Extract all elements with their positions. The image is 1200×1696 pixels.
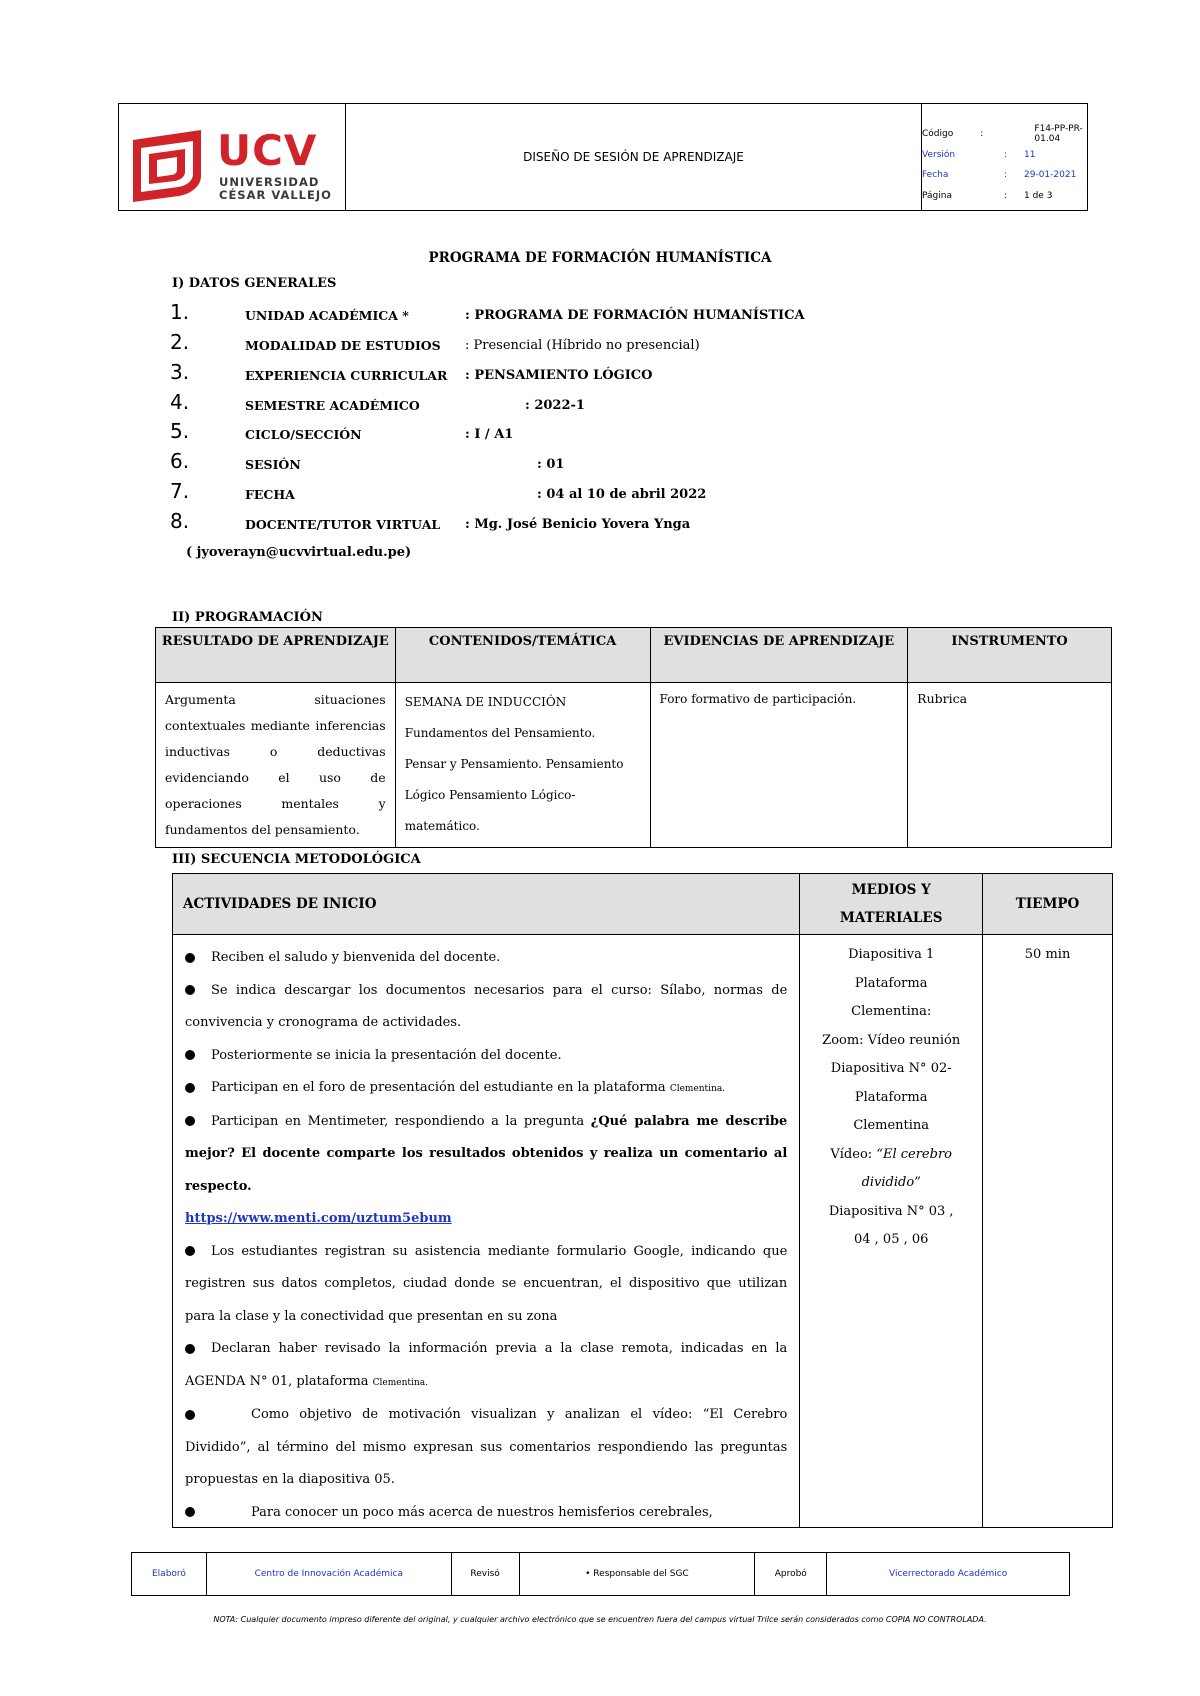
table-header-row [173,874,1113,935]
footer-reviso-label: Revisó [451,1553,519,1596]
meta-pagina: Página : 1 de 3 [922,190,1053,201]
mentimeter-link[interactable]: https://www.menti.com/uztum5ebum [185,1211,452,1226]
list-item: Para conocer un poco más acerca de nuestros hemisferios cerebrales, [185,1497,787,1527]
approval-footer [131,1552,1070,1596]
bullet-icon [185,1507,195,1517]
footer-reviso-value: • Responsable del SGC [519,1553,755,1596]
column-header: MEDIOS Y MATERIALES [800,874,983,935]
table-header-row [156,628,1112,683]
list-item: Participan en el foro de presentación del estudiante en la plataforma Clementina. [185,1072,787,1106]
document-meta [922,124,1087,206]
general-row: 7. FECHA : 04 al 10 de abril 2022 [170,479,707,503]
instrumento-cell: Rubrica [908,683,1112,848]
column-header: CONTENIDOS/TEMÁTICA [395,628,650,683]
bullet-icon [185,1410,195,1420]
footer-aprobo-label: Aprobó [755,1553,827,1596]
bullet-icon [185,1116,195,1126]
bullet-icon [185,985,195,995]
column-header: INSTRUMENTO [908,628,1112,683]
list-item: Participan en Mentimeter, respondiendo a la pregunta ¿Qué palabra me describe mejor? El docente comparte los resultados obtenidos y realiza un comentario al respecto. [185,1113,788,1194]
footer-note: NOTA: Cualquier documento impreso diferente del original, y cualquier archivo electrónico que se encuentren fuera del campus virtual Trilce serán considerados como COPIA NO CONTROLADA. [213,1615,987,1624]
table-row [156,683,1112,848]
list-item: Posteriormente se inicia la presentación del docente. [185,1040,787,1073]
general-row: 6. SESIÓN : 01 [170,449,565,473]
general-row: 1. UNIDAD ACADÉMICA * : PROGRAMA DE FORMACIÓN HUMANÍSTICA [170,300,805,324]
tiempo-cell: 50 min [983,935,1113,1528]
bullet-icon [185,1246,195,1256]
footer-elaboro-label: Elaboró [132,1553,207,1596]
meta-fecha: Fecha : 29-01-2021 [922,170,1077,181]
program-title: PROGRAMA DE FORMACIÓN HUMANÍSTICA [428,250,772,266]
evidencias-cell: Foro formativo de participación. [650,683,908,848]
general-row: 4. SEMESTRE ACADÉMICO : 2022-1 [170,390,585,414]
column-header: RESULTADO DE APRENDIZAJE [156,628,396,683]
column-header: TIEMPO [983,874,1113,935]
contenidos-cell: SEMANA DE INDUCCIÓN Fundamentos del Pensamiento. Pensar y Pensamiento. Pensamiento Lógico Pensamiento Lógico- matemático. [395,683,650,848]
actividades-cell [173,935,800,1528]
table-row [173,935,1113,1528]
general-row: 2. MODALIDAD DE ESTUDIOS : Presencial (Híbrido no presencial) [170,330,700,354]
logo-text-ucv: UCV [217,126,318,175]
ucv-logo [119,104,346,210]
list-item: Como objetivo de motivación visualizan y analizan el vídeo: “El Cerebro Dividido”, al término del mismo expresan sus comentarios respondiendo las preguntas propuestas en la diapositiva 05. [185,1407,788,1487]
list-item: Se indica descargar los documentos necesarios para el curso: Sílabo, normas de convivencia y cronograma de actividades. [185,982,788,1030]
meta-version: Versión : 11 [922,149,1036,160]
column-header: ACTIVIDADES DE INICIO [173,874,800,935]
list-item: Reciben el saludo y bienvenida del docente. [185,942,787,975]
document-header [118,103,1088,211]
bullet-icon [185,953,195,963]
resultado-cell: Argumenta situaciones contextuales mediante inferencias inductivas o deductivas evidenciando el uso de operaciones mentales y fundamentos del pensamiento. [156,683,396,848]
general-row: 8. DOCENTE/TUTOR VIRTUAL : Mg. José Benicio Yovera Ynga [170,509,691,533]
docente-email: ( jyoverayn@ucvvirtual.edu.pe) [186,545,412,560]
logo-text-line2: CÉSAR VALLEJO [219,188,332,202]
logo-text-line1: UNIVERSIDAD [219,175,320,189]
programacion-table [155,627,1112,848]
list-item: Los estudiantes registran su asistencia mediante formulario Google, indicando que registren sus datos completos, ciudad donde se encuentran, el dispositivo que utilizan para la clase y la conectividad que presentan en su zona [185,1243,788,1324]
list-item: Declaran haber revisado la información previa a la clase remota, indicadas en la AGENDA N° 01, plataforma Clementina. [185,1341,788,1389]
medios-cell: Diapositiva 1 Plataforma Clementina: Zoom: Vídeo reunión Diapositiva N° 02- Plataforma Clementina Vídeo: “El cerebro dividido” Diapositiva N° 03 , 04 , 05 , 06 [800,935,983,1528]
general-row: 5. CICLO/SECCIÓN : I / A1 [170,419,514,443]
section-programacion: II) PROGRAMACIÓN [172,610,323,625]
bullet-icon [185,1344,195,1354]
bullet-icon [185,1083,195,1093]
secuencia-table [172,873,1113,1528]
document-title: DISEÑO DE SESIÓN DE APRENDIZAJE [346,104,922,210]
column-header: EVIDENCIAS DE APRENDIZAJE [650,628,908,683]
meta-codigo: Código : F14-PP-PR-01.04 [922,124,1083,145]
footer-elaboro-value: Centro de Innovación Académica [206,1553,451,1596]
bullet-icon [185,1050,195,1060]
footer-aprobo-value: Vicerrectorado Académico [827,1553,1070,1596]
general-row: 3. EXPERIENCIA CURRICULAR : PENSAMIENTO LÓGICO [170,360,653,384]
section-secuencia: III) SECUENCIA METODOLÓGICA [172,852,421,867]
section-datos-generales: I) DATOS GENERALES [172,276,337,291]
